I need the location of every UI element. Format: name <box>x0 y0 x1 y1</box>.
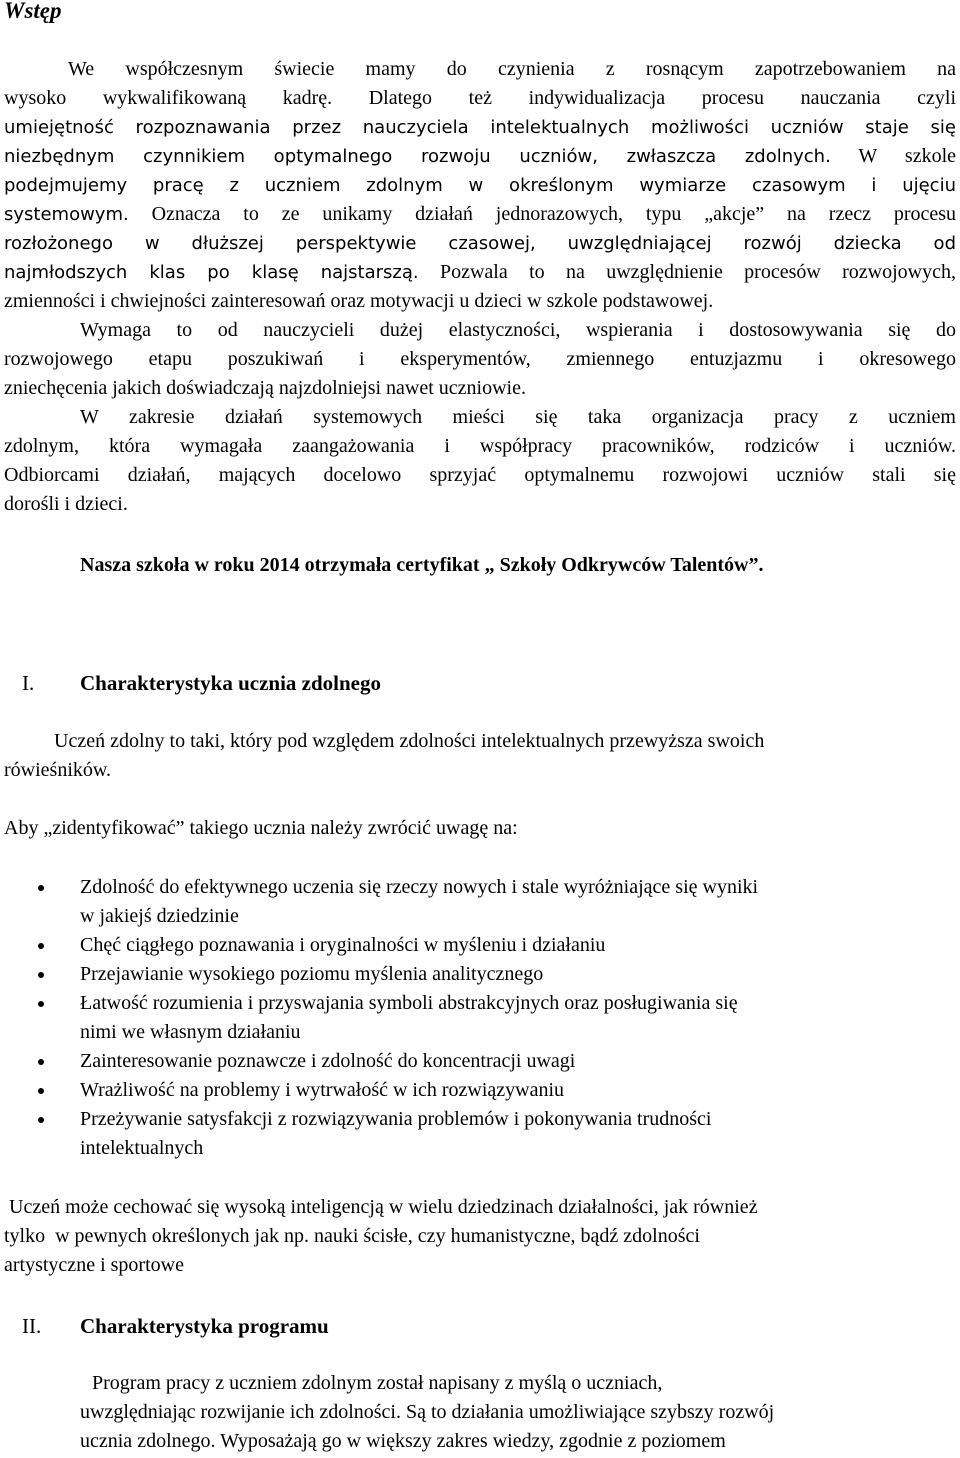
intro-line-8: najmłodszych klas po klasę najstarszą. <box>4 262 419 283</box>
closing-paragraph <box>4 1193 956 1280</box>
para2-line-3: zniechęcenia jakich doświadczają najzdolniejsi nawet uczniowie. <box>4 377 526 399</box>
closing-line-2: tylko w pewnych określonych jak np. nauki ścisłe, czy humanistyczne, bądź zdolności <box>4 1225 700 1247</box>
intro-line-4b: W szkole <box>858 145 957 167</box>
intro-line-3: umiejętność rozpoznawania przez nauczyciela intelektualnych możliwości uczniów staje się <box>4 117 956 138</box>
identification-lead: Aby „zidentyfikować” takiego ucznia należy zwrócić uwagę na: <box>4 817 518 839</box>
certificate-line: Nasza szkoła w roku 2014 otrzymała certyfikat „ Szkoły Odkrywców Talentów”. <box>80 554 764 576</box>
closing-line-1: Uczeń może cechować się wysoką inteligencją w wielu dziedzinach działalności, jak również <box>4 1196 758 1218</box>
bullet-icon <box>38 943 44 949</box>
bullet-icon <box>38 972 44 978</box>
intro-line-8b: Pozwala to na uwzględnienie procesów rozwojowych, <box>439 261 957 283</box>
list-item: Zainteresowanie poznawcze i zdolność do koncentracji uwagi <box>0 1047 956 1076</box>
list-item: Chęć ciągłego poznawania i oryginalności w myśleniu i działaniu <box>0 931 956 960</box>
intro-paragraph <box>4 55 956 316</box>
list-item: Łatwość rozumienia i przyswajania symboli abstrakcyjnych oraz posługiwania się nimi we własnym działaniu <box>0 989 956 1047</box>
bullet-icon <box>38 1001 44 1007</box>
bullet-icon <box>38 1117 44 1123</box>
intro-line-5: podejmujemy pracę z uczniem zdolnym w określonym wymiarze czasowym i ujęciu <box>4 175 956 196</box>
list-item: Przejawianie wysokiego poziomu myślenia analitycznego <box>0 960 956 989</box>
section-2-title: Charakterystyka programu <box>80 1314 329 1338</box>
definition-line-2: rówieśników. <box>4 759 112 781</box>
gifted-traits-list <box>0 873 956 1163</box>
para3-line-1: W zakresie działań systemowych mieści się taka organizacja pracy z uczniem <box>80 406 956 428</box>
paragraph-systemic <box>4 403 956 519</box>
program-line-3: ucznia zdolnego. Wyposażają go w większy zakres wiedzy, zgodnie z poziomem <box>80 1430 726 1452</box>
program-line-1: Program pracy z uczniem zdolnym został napisany z myślą o uczniach, <box>92 1372 663 1394</box>
para3-line-2: zdolnym, która wymagała zaangażowania i współpracy pracowników, rodziców i uczniów. <box>4 435 956 457</box>
closing-line-3: artystyczne i sportowe <box>4 1254 184 1276</box>
para2-line-1: Wymaga to od nauczycieli dużej elastyczności, wspierania i dostosowywania się do <box>80 319 956 341</box>
section-1-title: Charakterystyka ucznia zdolnego <box>80 671 381 695</box>
bullet-icon <box>38 1088 44 1094</box>
paragraph-flexibility <box>4 316 956 403</box>
intro-line-6b: Oznacza to ze unikamy działań jednorazowych, typu „akcje” na rzecz procesu <box>151 203 957 225</box>
intro-line-9: zmienności i chwiejności zainteresowań oraz motywacji u dzieci w szkole podstawowej. <box>4 290 714 312</box>
section-1-number: I. <box>22 671 35 695</box>
para3-line-4: dorośli i dzieci. <box>4 493 128 515</box>
para3-line-3: Odbiorcami działań, mających docelowo sprzyjać optymalnemu rozwojowi uczniów stali się <box>4 464 956 486</box>
intro-line-1: We współczesnym świecie mamy do czynienia z rosnącym zapotrzebowaniem na <box>68 58 956 80</box>
list-item: Przeżywanie satysfakcji z rozwiązywania problemów i pokonywania trudności intelektualnych <box>0 1105 956 1163</box>
section-2-number: II. <box>22 1314 42 1338</box>
list-item: Zdolność do efektywnego uczenia się rzeczy nowych i stale wyróżniające się wyniki w jakiejś dziedzinie <box>0 873 956 931</box>
intro-line-7: rozłożonego w dłuższej perspektywie czasowej, uwzględniającej rozwój dziecka od <box>4 233 956 254</box>
gifted-definition <box>4 727 956 785</box>
program-line-2: uwzględniając rozwijanie ich zdolności. Są to działania umożliwiające szybszy rozwój <box>80 1401 775 1423</box>
definition-line-1: Uczeń zdolny to taki, który pod względem zdolności intelektualnych przewyższa swoich <box>54 730 765 752</box>
list-item: Wrażliwość na problemy i wytrwałość w ich rozwiązywaniu <box>0 1076 956 1105</box>
bullet-icon <box>38 885 44 891</box>
intro-line-2: wysoko wykwalifikowaną kadrę. Dlatego też indywidualizacja procesu nauczania czyli <box>4 87 956 109</box>
intro-line-6: systemowym. <box>4 204 129 225</box>
program-paragraph <box>80 1369 956 1456</box>
page-title: Wstęp <box>4 0 62 23</box>
intro-line-4: niezbędnym czynnikiem optymalnego rozwoju uczniów, zwłaszcza zdolnych. <box>4 146 831 167</box>
para2-line-2: rozwojowego etapu poszukiwań i eksperymentów, zmiennego entuzjazmu i okresowego <box>4 348 956 370</box>
bullet-icon <box>38 1059 44 1065</box>
